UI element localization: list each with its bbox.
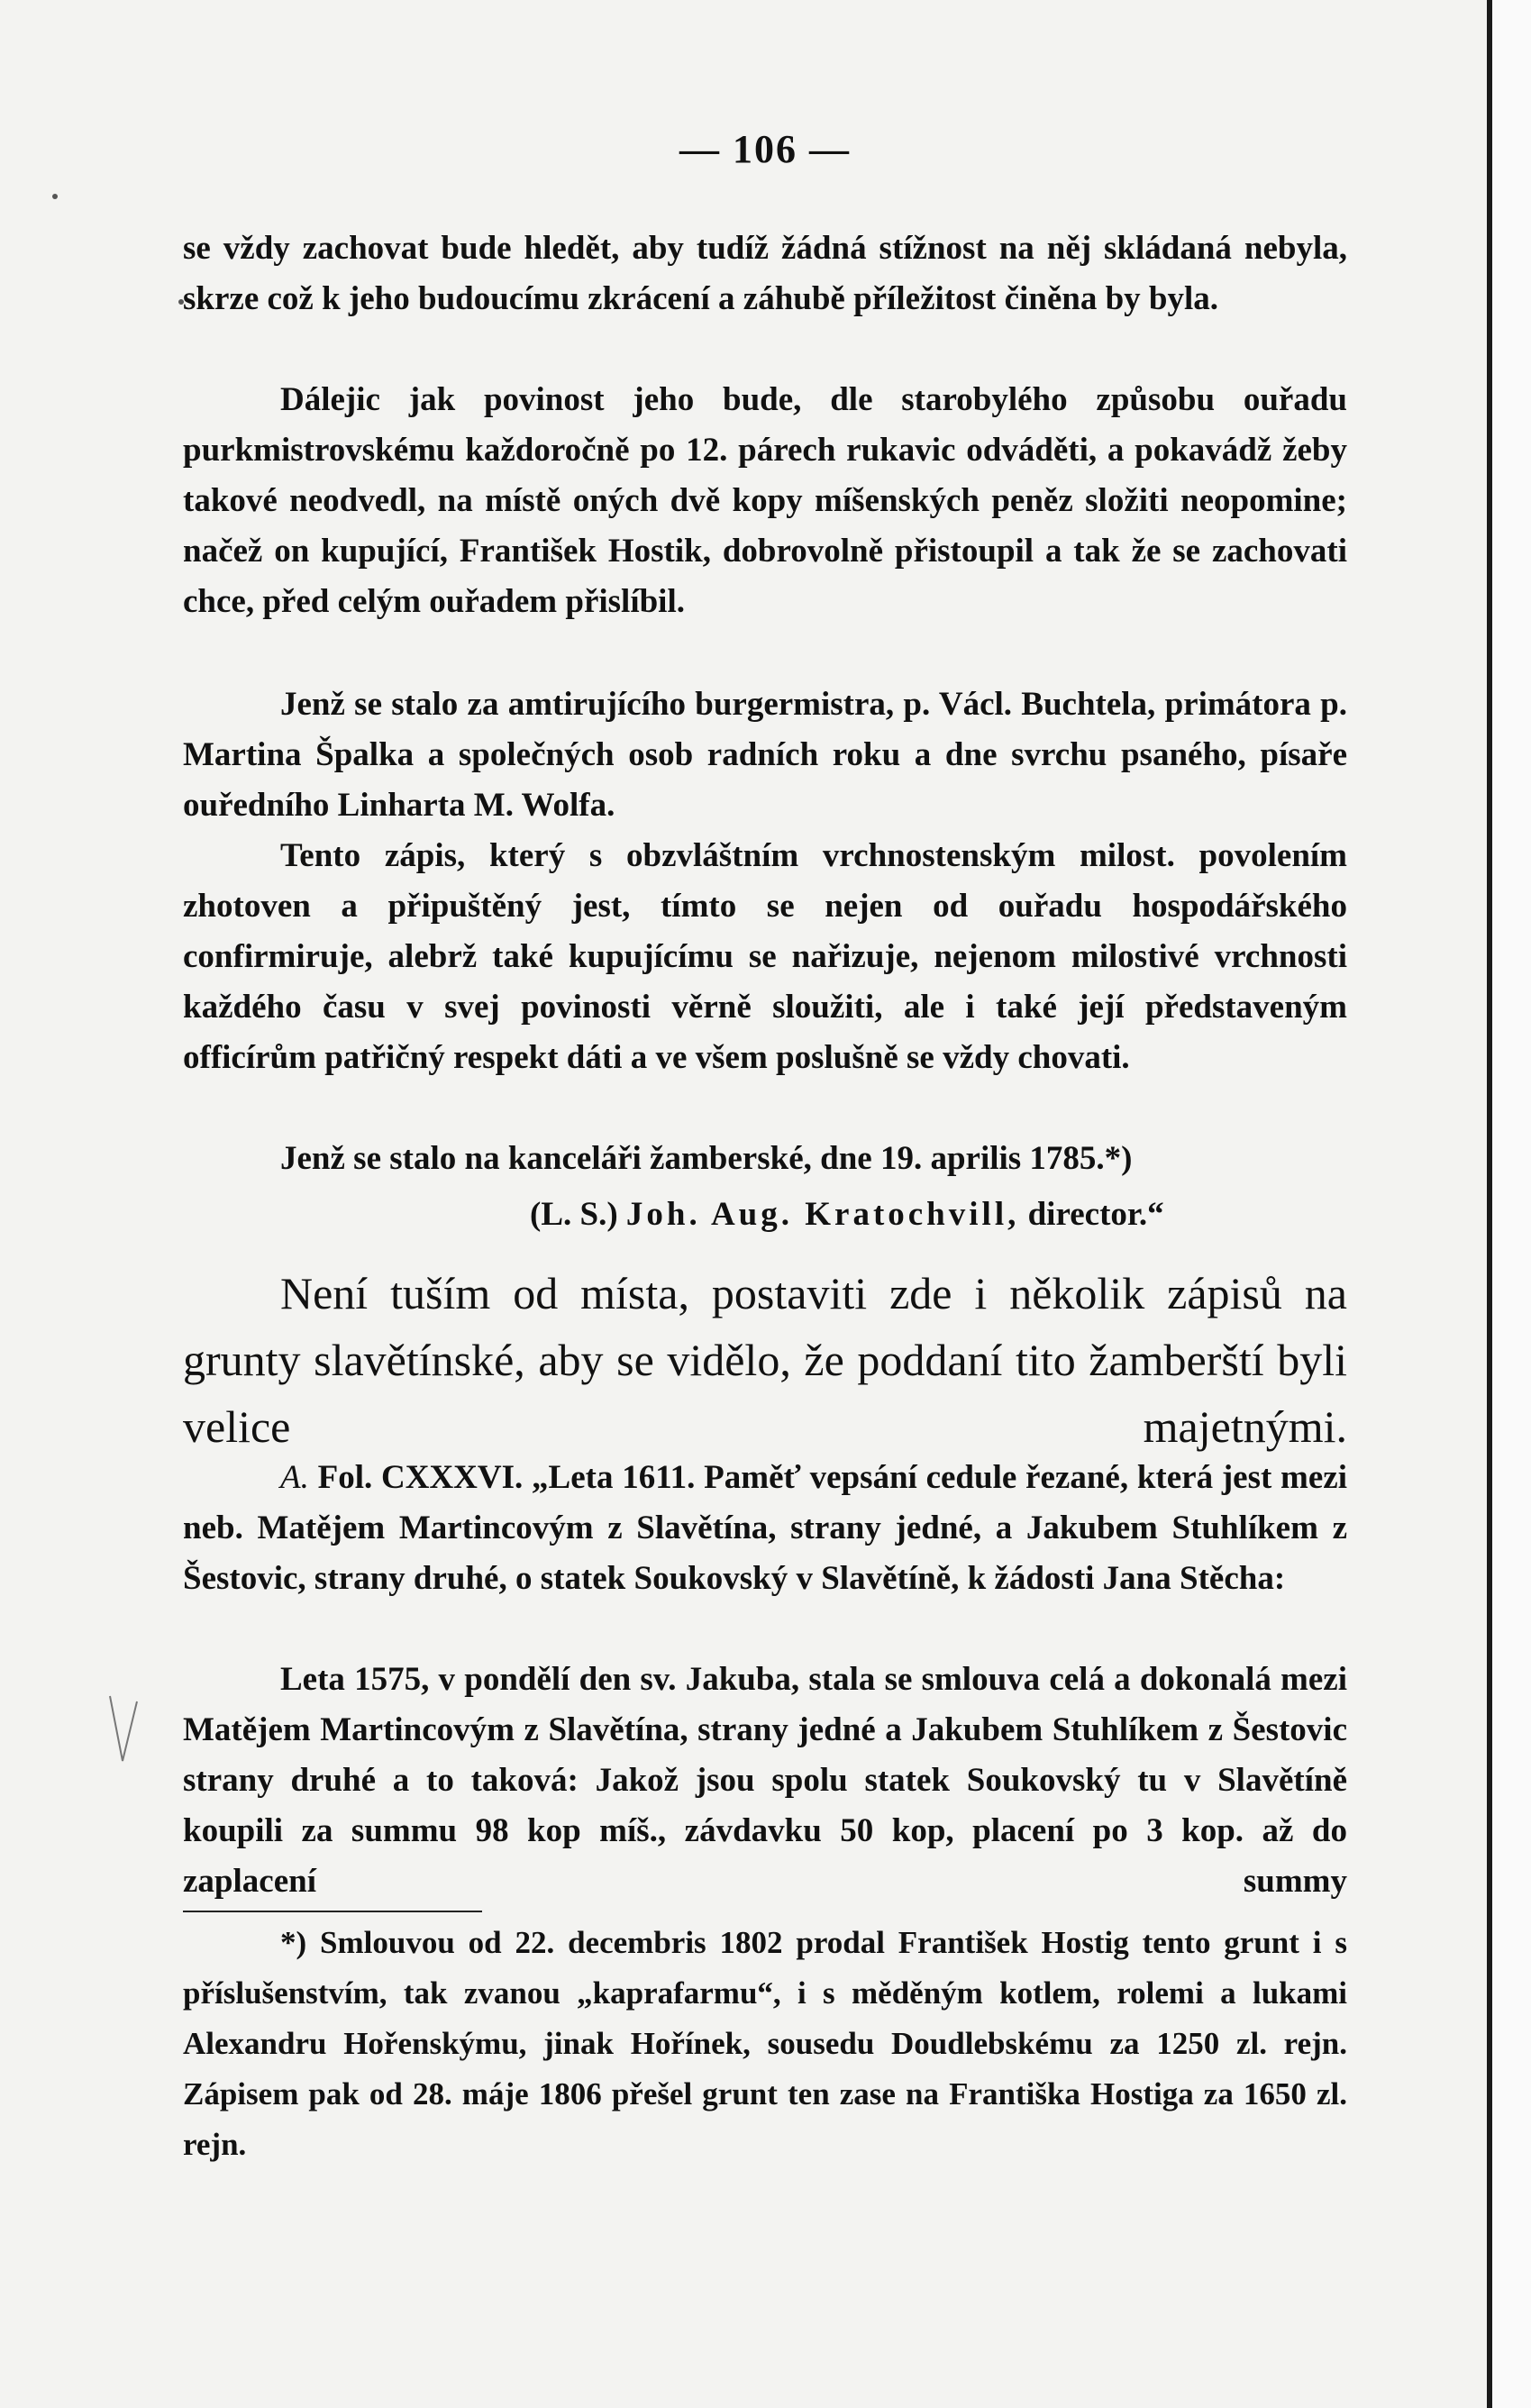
paragraph-date: Jenž se stalo na kanceláři žamberské, dne 19. aprilis 1785.*): [280, 1140, 1133, 1177]
seal-mark: (L. S.): [530, 1196, 618, 1233]
entry-a-heading: [183, 1453, 1347, 1604]
signatory-name: Joh. Aug. Kratochvill,: [625, 1196, 1020, 1233]
entry-text: Fol. CXXXVI. „Leta 1611. Paměť vepsání cedule řezané, která jest mezi neb. Matějem Martincovým z Slavětína, strany jedné, a Jakubem Stuhlíkem z Šestovic, strany druhé, o statek Soukovský v Slavětíně, k žádosti Jana Stěcha:: [183, 1459, 1348, 1597]
signature-line: [530, 1190, 1164, 1240]
footnote-rule: [183, 1911, 482, 1912]
page-number: — 106 —: [679, 127, 851, 171]
scan-gutter: [1492, 0, 1531, 2408]
paragraph-obligation: Dálejic jak povinost jeho bude, dle starobylého způsobu ouřadu purkmistrovskému každoročně po 12. párech rukavic odváděti, a pokavádž žeby takové neodvedl, na místě oných dvě kopy míšenských peněz složiti neopomine; načež on kupující, František Hostik, dobrovolně přistoupil a tak že se zachovati chce, před celým ouřadem přislíbil.: [183, 381, 1347, 620]
margin-pencil-mark: [106, 1694, 142, 1766]
paragraph-witnesses: Jenž se stalo za amtirujícího burgermistra, p. Václ. Buchtela, primátora p. Martina Špalka a společných osob radních roku a dne svrchu psaného, písaře ouředního Linharta M. Wolfa.: [183, 686, 1347, 824]
signatory-title: director.“: [1027, 1196, 1164, 1233]
entry-a-body: Leta 1575, v pondělí den sv. Jakuba, stala se smlouva celá a dokonalá mezi Matějem Martincovým z Slavětína, strany jedné a Jakubem Stuhlíkem z Šestovic strany druhé a to taková: Jakož jsou spolu statek Soukovský tu v Slavětíně koupili za summu 98 kop míš., závdavku 50 kop, placení po 3 kop. až do zaplacení summy: [183, 1661, 1347, 1900]
paragraph-introduction: Není tuším od místa, postaviti zde i několik zápisů na grunty slavětínské, aby se vidělo, že poddaní tito žamberští byli velice majetnými.: [183, 1268, 1347, 1452]
entry-letter: A.: [280, 1459, 309, 1496]
paragraph-continuation: se vždy zachovat bude hledět, aby tudíž žádná stížnost na něj skládaná nebyla, skrze což k jeho budoucímu zkrácení a záhubě příležitost činěna by byla.: [183, 230, 1347, 317]
footnote: *) Smlouvou od 22. decembris 1802 prodal František Hostig tento grunt i s příslušenstvím, tak zvanou „kaprafarmu“, i s měděným kotlem, rolemi a lukami Alexandru Hořenskýmu, jinak Hořínek, sousedu Doudlebskému za 1250 zl. rejn. Zápisem pak od 28. máje 1806 přešel grunt ten zase na Františka Hostiga za 1650 zl. rejn.: [183, 1925, 1347, 2162]
paragraph-confirmation: Tento zápis, který s obzvláštním vrchnostenským milost. povolením zhotoven a připuštěný jest, tímto se nejen od ouřadu hospodářského confirmiruje, alebrž také kupujícímu se nařizuje, nejenom milostivé vrchnosti každého času v svej povinosti věrně sloužiti, ale i také její představeným officírům patřičný respekt dáti a ve všem poslušně se vždy chovati.: [183, 837, 1347, 1076]
margin-speck: [52, 194, 58, 199]
